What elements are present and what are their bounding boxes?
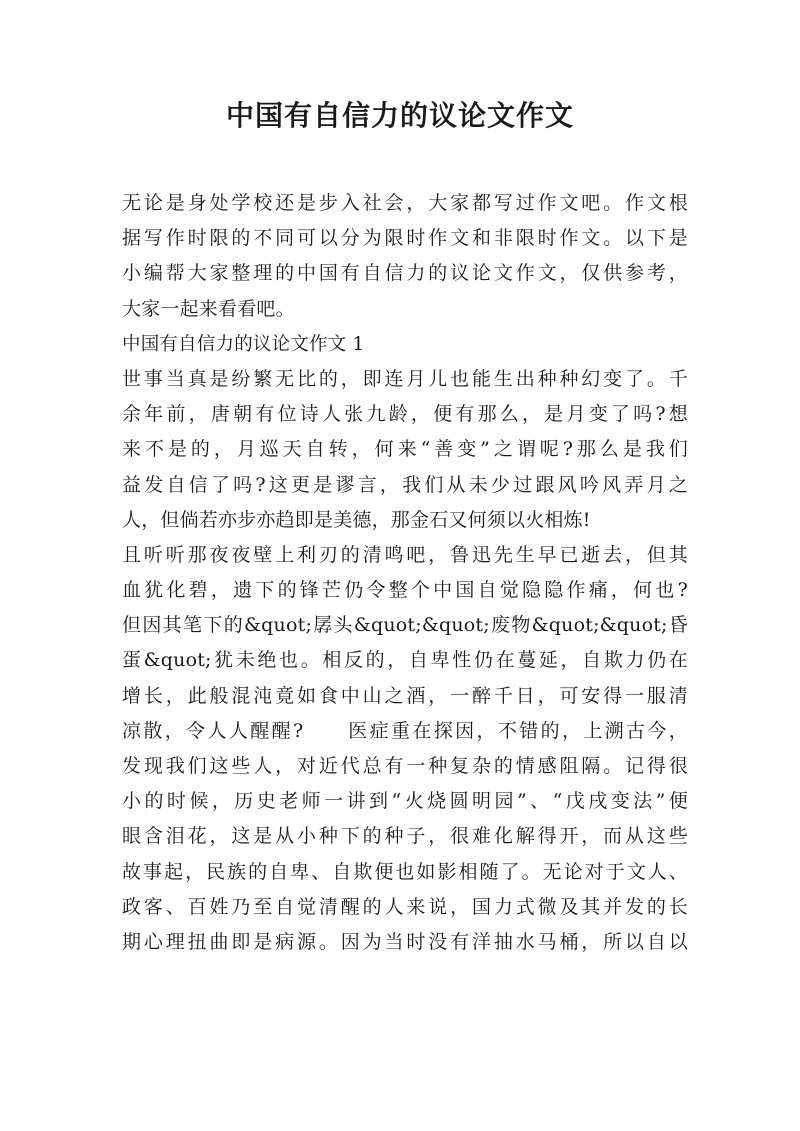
text-line: 世事当真是纷繁无比的，即连月儿也能生出种种幻变了。千 <box>122 367 688 390</box>
text-line: 蛋&quot;犹未绝也。相反的，自卑性仍在蔓延，自欺力仍在 <box>122 649 688 672</box>
text-line: 政客、百姓乃至自觉清醒的人来说，国力式微及其并发的长 <box>122 895 688 918</box>
text-line: 小编帮大家整理的中国有自信力的议论文作文，仅供参考， <box>122 262 688 285</box>
document-title: 中国有自信力的议论文作文 <box>225 99 574 132</box>
text-line: 但因其笔下的&quot;孱头&quot;&quot;废物&quot;&quot;昏 <box>122 614 688 637</box>
text-line: 无论是身处学校还是步入社会，大家都写过作文吧。作文根 <box>122 192 688 214</box>
text-line: 期心理扭曲即是病源。因为当时没有洋抽水马桶，所以自以 <box>122 930 688 953</box>
text-line: 增长，此般混沌竟如食中山之酒，一醉千日，可安得一服清 <box>122 684 688 707</box>
text-line: 益发自信了吗?这更是谬言，我们从未少过跟风吟风弄月之 <box>122 473 688 496</box>
text-line: 血犹化碧，遗下的锋芒仍令整个中国自觉隐隐作痛，何也? <box>122 579 688 602</box>
text-line: 大家一起来看看吧。 <box>122 297 295 320</box>
text-line: 发现我们这些人，对近代总有一种复杂的情感阻隔。记得很 <box>122 755 688 777</box>
text-line: 人，但倘若亦步亦趋即是美德，那金石又何须以火相炼! <box>122 508 591 531</box>
text-line: 凉散，令人人醒醒? 医症重在探因，不错的，上溯古今， <box>122 719 688 742</box>
text-line: 且听听那夜夜壁上利刃的清鸣吧，鲁迅先生早已逝去，但其 <box>122 543 688 566</box>
text-line: 来不是的，月巡天自转，何来“善变”之谓呢?那么是我们 <box>122 438 688 461</box>
section-heading: 中国有自信力的议论文作文 1 <box>122 333 365 355</box>
text-line: 故事起，民族的自卑、自欺便也如影相随了。无论对于文人、 <box>122 860 688 883</box>
text-line: 眼含泪花，这是从小种下的种子，很难化解得开，而从这些 <box>122 825 688 848</box>
document-body <box>122 186 688 960</box>
text-line: 余年前，唐朝有位诗人张九龄，便有那么，是月变了吗?想 <box>122 403 688 426</box>
text-line: 据写作时限的不同可以分为限时作文和非限时作文。以下是 <box>122 227 688 250</box>
text-line: 小的时候，历史老师一讲到“火烧圆明园”、“戊戌变法”便 <box>122 790 688 813</box>
